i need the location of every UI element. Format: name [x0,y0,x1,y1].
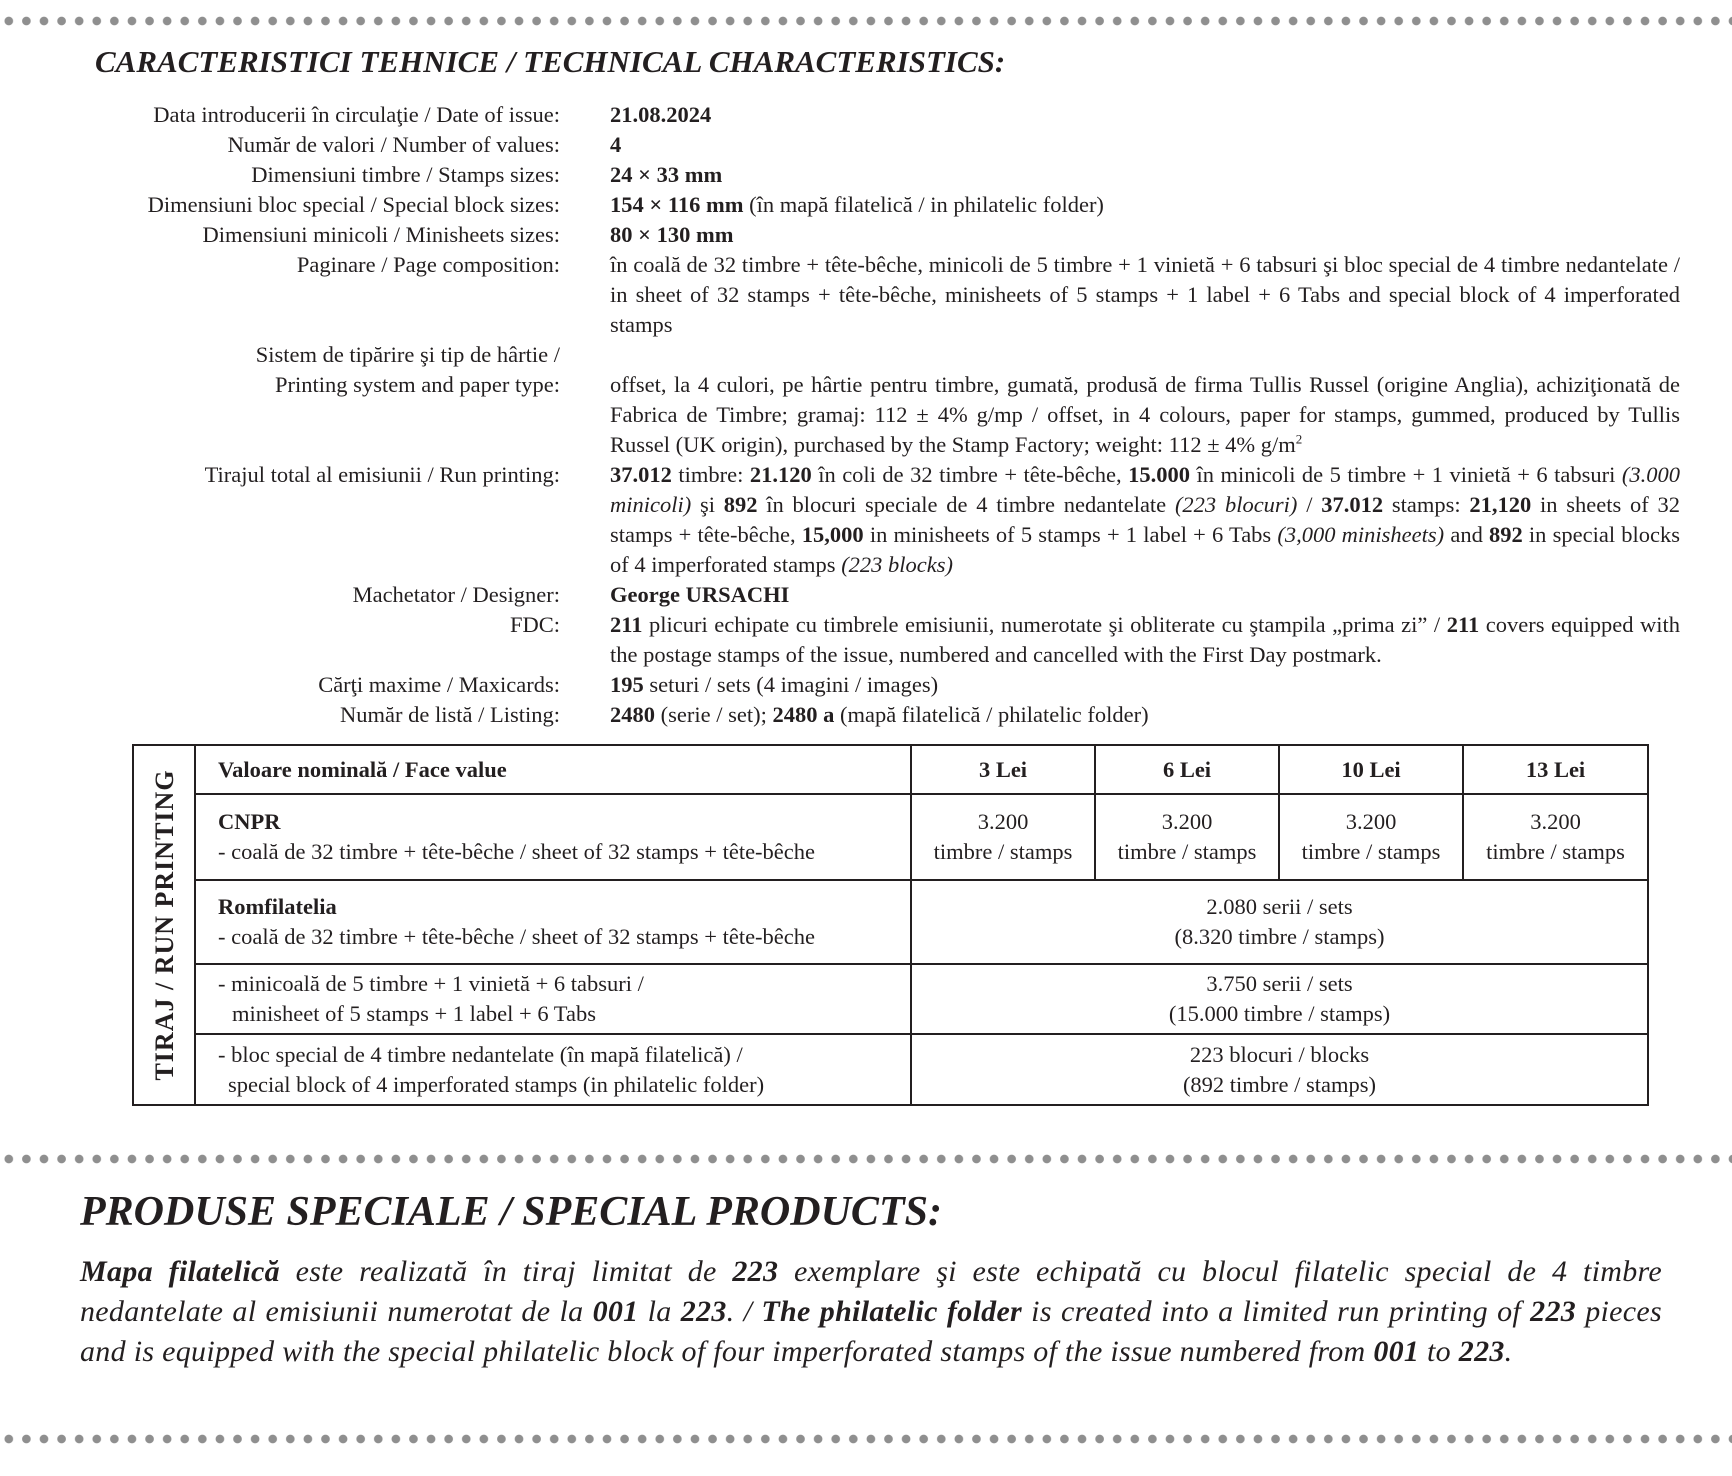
spec-label: Dimensiuni timbre / Stamps sizes: [251,162,560,187]
spec-value: 37.012 timbre: 21.120 în coli de 32 timbre + tête-bêche, 15.000 în minicoli de 5 timbre + 1 vinietă + 6 tabsuri (3.000 minicoli) şi 892 în blocuri speciale de 4 timbre nedantelate (223 blocuri) / 37.012 stamps: 21,120 in sheets of 32 stamps + tête-bêche, 15,000 in minisheets of 5 stamps + 1 label + 6 Tabs (3,000 minisheets) and 892 in special blocks of 4 imperforated stamps (223 blocks) [610,462,1681,577]
special-products-title: PRODUSE SPECIALE / SPECIAL PRODUCTS: [80,1189,942,1235]
spec-value: George URSACHI [610,582,790,607]
face-value-cell: 6 Lei [1095,746,1279,794]
spec-label: Număr de listă / Listing: [340,702,560,727]
spec-row-listing [0,700,1732,730]
spec-row-designer [0,580,1732,610]
spec-label: FDC: [509,612,560,637]
table-row-romfilatelia [196,880,1647,964]
spec-label: Sistem de tipărire şi tip de hârtie / [255,342,560,367]
spec-row-block-size [0,190,1732,220]
special-block-description: - bloc special de 4 timbre nedantelate (în mapă filatelică) / special block of 4 imperforated stamps (in philatelic folder) [196,1034,911,1104]
cnpr-count-cell: 3.200 timbre / stamps [1463,794,1647,880]
special-products-text: Mapa filatelică este realizată în tiraj limitat de 223 exemplare şi este echipată cu blocul filatelic special de 4 timbre nedantelate al emisiunii numerotat de la 001 la 223. / The philatelic folder is created into a limited run printing of 223 pieces and is equipped with the special philatelic block of four imperforated stamps of the issue numbered from 001 to 223. [80,1255,1662,1368]
cnpr-name: CNPR [218,809,281,834]
spec-label: Dimensiuni minicoli / Minisheets sizes: [202,222,560,247]
run-printing-label-text: TIRAJ / RUN PRINTING [150,769,179,1081]
spec-label: Tirajul total al emisiunii / Run printing: [204,462,560,487]
spec-value: offset, la 4 culori, pe hârtie pentru timbre, gumată, produsă de firma Tullis Russel (origine Anglia), achiziţionată de Fabrica de Timbre; gramaj: 112 ± 4% g/mp / offset, in 4 colours, paper for stamps, gummed, produced by Tullis Russel (UK origin), purchased by the Stamp Factory; weight: 112 ± 4% $g/m^2$ [610,372,1680,457]
spec-value: 24 × 33 mm [610,162,723,187]
romfilatelia-count-cell: 2.080 serii / sets (8.320 timbre / stamps) [911,880,1647,964]
cnpr-count-cell: 3.200 timbre / stamps [1279,794,1463,880]
table-header-row [196,746,1647,794]
face-value-cell: 13 Lei [1463,746,1647,794]
dotted-divider-top [0,16,1732,26]
spec-row-values [0,130,1732,160]
special-block-count-cell: 223 blocuri / blocks (892 timbre / stamps) [911,1034,1647,1104]
technical-specs [0,100,1732,730]
spec-row-fdc [0,610,1732,670]
spec-label: Machetator / Designer: [352,582,560,607]
spec-value: 4 [610,132,622,157]
spec-row-printing-label [0,340,1732,370]
spec-value: 154 × 116 mm (în mapă filatelică / in philatelic folder) [610,192,1104,217]
spec-row-printing [0,370,1732,460]
spec-label: Cărţi maxime / Maxicards: [318,672,560,697]
spec-value: 80 × 130 mm [610,222,734,247]
technical-characteristics-title: CARACTERISTICI TEHNICE / TECHNICAL CHARACTERISTICS: [95,44,1006,79]
spec-label: Printing system and paper type: [275,372,560,397]
spec-value: în coală de 32 timbre + tête-bêche, minicoli de 5 timbre + 1 vinietă + 6 tabsuri şi bloc special de 4 timbre nedantelate / in sheet of 32 stamps + tête-bêche, minisheets of 5 stamps + 1 label + 6 Tabs and special block of 4 imperforated stamps [610,252,1680,337]
spec-label: Dimensiuni bloc special / Special block sizes: [147,192,560,217]
run-printing-grid [196,746,1647,1104]
dotted-divider-bottom [0,1434,1732,1444]
spec-row-page-composition [0,250,1732,340]
spec-label: Data introducerii în circulaţie / Date of issue: [153,102,560,127]
minisheet-description: - minicoală de 5 timbre + 1 vinietă + 6 tabsuri / minisheet of 5 stamps + 1 label + 6 Tabs [196,964,911,1034]
table-row-cnpr [196,794,1647,880]
spec-label: Paginare / Page composition: [296,252,560,277]
cnpr-sheet-desc: - coală de 32 timbre + tête-bêche / sheet of 32 stamps + tête-bêche [218,839,816,864]
cnpr-count-cell: 3.200 timbre / stamps [911,794,1095,880]
cnpr-count-cell: 3.200 timbre / stamps [1095,794,1279,880]
face-value-header: Valoare nominală / Face value [196,746,911,794]
face-value-cell: 3 Lei [911,746,1095,794]
romfilatelia-name: Romfilatelia [218,894,337,919]
spec-value: 195 seturi / sets (4 imagini / images) [610,672,939,697]
spec-row-run-printing [0,460,1732,580]
cnpr-description [196,794,911,880]
minisheet-count-cell: 3.750 serii / sets (15.000 timbre / stamps) [911,964,1647,1034]
table-row-special-block [196,1034,1647,1104]
spec-value: 2480 (serie / set); 2480 a (mapă filatelică / philatelic folder) [610,702,1149,727]
spec-value: 211 plicuri echipate cu timbrele emisiunii, numerotate şi obliterate cu ştampila „prima zi” / 211 covers equipped with the postage stamps of the issue, numbered and cancelled with the First Day postmark. [610,612,1680,667]
run-printing-vertical-label [134,746,196,1104]
spec-label: Număr de valori / Number of values: [227,132,560,157]
face-value-cell: 10 Lei [1279,746,1463,794]
spec-value: 21.08.2024 [610,102,712,127]
spec-row-date [0,100,1732,130]
romfilatelia-description [196,880,911,964]
romfilatelia-sheet-desc: - coală de 32 timbre + tête-bêche / sheet of 32 stamps + tête-bêche [218,924,816,949]
dotted-divider-middle [0,1154,1732,1164]
run-printing-table [132,744,1649,1106]
spec-row-maxicards [0,670,1732,700]
spec-value [610,340,1680,370]
table-row-minisheet [196,964,1647,1034]
spec-row-stamp-size [0,160,1732,190]
spec-row-minisheet-size [0,220,1732,250]
